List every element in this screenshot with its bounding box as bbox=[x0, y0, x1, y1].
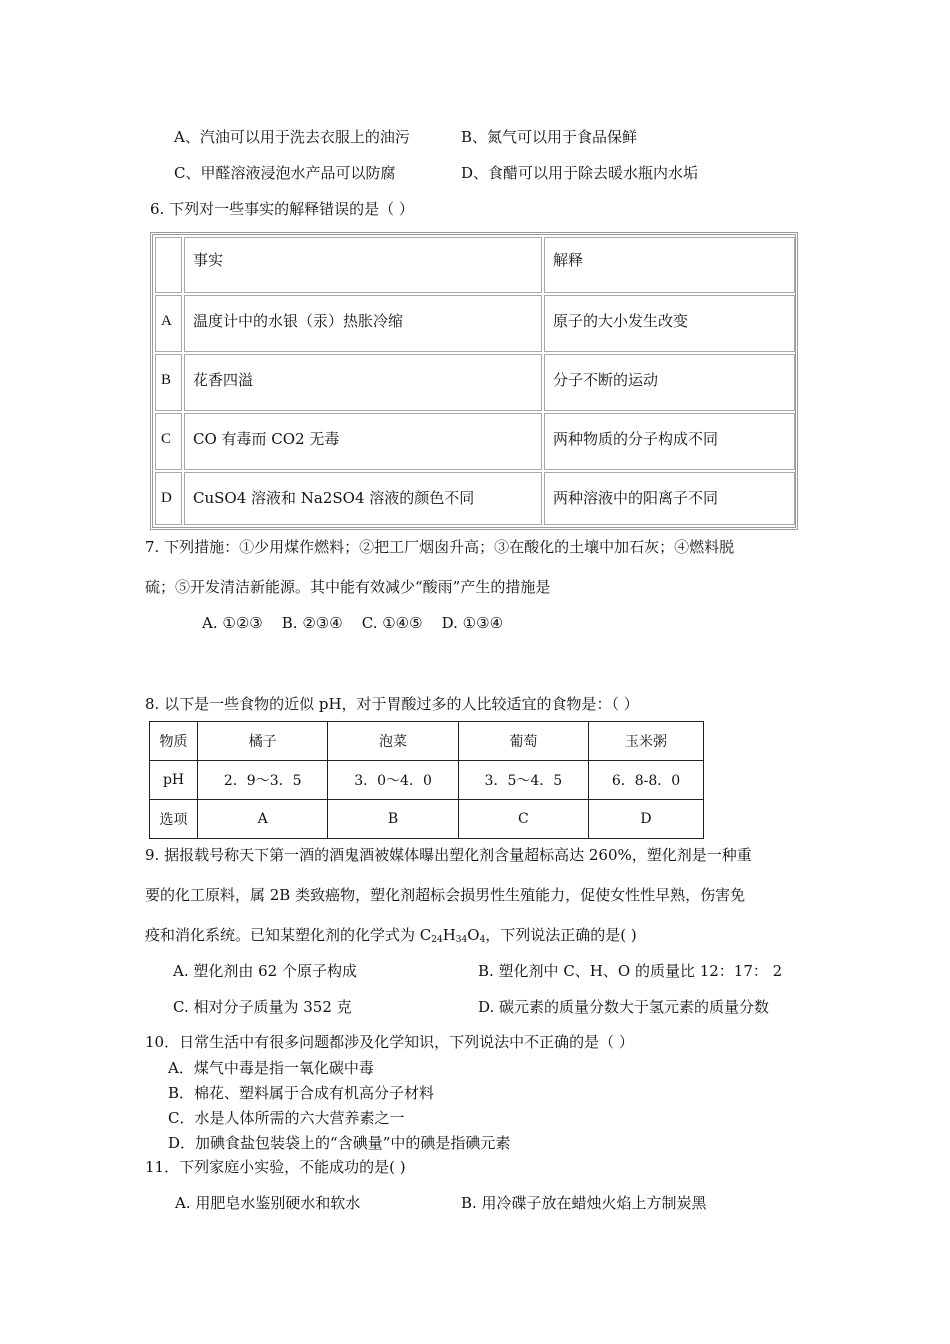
q5-option-b: B、氮气可以用于食品保鲜 bbox=[461, 128, 638, 146]
q9-option-a: A. 塑化剂由 62 个原子构成 bbox=[173, 962, 357, 980]
table-cell: 6．8-8．0 bbox=[589, 761, 704, 800]
table-row bbox=[150, 761, 704, 800]
q11-stem: 11．下列家庭小实验，不能成功的是( ) bbox=[145, 1158, 406, 1176]
table-cell: 泡菜 bbox=[328, 722, 458, 761]
table-cell: B bbox=[328, 800, 458, 839]
q6-header-explanation: 解释 bbox=[544, 237, 795, 293]
table-cell: 选项 bbox=[150, 800, 198, 839]
q11-option-a: A. 用肥皂水鉴别硬水和软水 bbox=[175, 1194, 361, 1212]
q5-option-a: A、汽油可以用于洗去衣服上的油污 bbox=[174, 128, 410, 146]
q11-option-b: B. 用冷碟子放在蜡烛火焰上方制炭黑 bbox=[461, 1194, 707, 1212]
formula-h: H bbox=[442, 926, 456, 944]
q9-line2: 要的化工原料，属 2B 类致癌物，塑化剂超标会损男性生殖能力，促使女性性早熟，伤害免 bbox=[145, 886, 746, 904]
q6-stem: 6. 下列对一些事实的解释错误的是（ ） bbox=[150, 200, 414, 218]
q8-ph-table bbox=[149, 721, 704, 839]
q6-row-a-explanation: 原子的大小发生改变 bbox=[544, 295, 795, 352]
q6-row-d-fact: CuSO4 溶液和 Na2SO4 溶液的颜色不同 bbox=[184, 472, 542, 525]
q6-header-label-cell bbox=[155, 237, 182, 293]
q5-option-c: C、甲醛溶液浸泡水产品可以防腐 bbox=[174, 164, 396, 182]
q7-line1: 7. 下列措施：①少用煤作燃料；②把工厂烟囱升高；③在酸化的土壤中加石灰；④燃料脱 bbox=[145, 538, 735, 556]
table-cell: 3．0～4．0 bbox=[328, 761, 458, 800]
q6-row-a-fact: 温度计中的水银（汞）热胀冷缩 bbox=[184, 295, 542, 352]
table-cell: 2．9～3．5 bbox=[198, 761, 328, 800]
table-cell: 物质 bbox=[150, 722, 198, 761]
q9-line3-pre: 疫和消化系统。已知某塑化剂的化学式为 C bbox=[145, 926, 432, 944]
table-cell: A bbox=[198, 800, 328, 839]
table-cell: 葡萄 bbox=[458, 722, 588, 761]
q6-row-c-fact: CO 有毒而 CO2 无毒 bbox=[184, 413, 542, 470]
table-cell: 玉米粥 bbox=[589, 722, 704, 761]
table-cell: 3．5～4．5 bbox=[458, 761, 588, 800]
q10-option-c: C．水是人体所需的六大营养素之一 bbox=[168, 1109, 405, 1127]
q6-header-fact: 事实 bbox=[184, 237, 542, 293]
q5-option-d: D、食醋可以用于除去暖水瓶内水垢 bbox=[461, 164, 699, 182]
q6-row-d-label: D bbox=[155, 472, 182, 525]
q6-row-b-explanation: 分子不断的运动 bbox=[544, 354, 795, 411]
q6-table bbox=[150, 232, 798, 530]
table-cell: C bbox=[458, 800, 588, 839]
q6-row-c-label: C bbox=[155, 413, 182, 470]
q9-option-d: D. 碳元素的质量分数大于氢元素的质量分数 bbox=[478, 998, 770, 1016]
q9-line1: 9. 据报载号称天下第一酒的酒鬼酒被媒体曝出塑化剂含量超标高达 260%，塑化剂是一种重 bbox=[145, 846, 752, 864]
formula-subscript-c: 24 bbox=[431, 935, 443, 945]
q6-row-a-label: A bbox=[155, 295, 182, 352]
table-row bbox=[150, 800, 704, 839]
q9-line3 bbox=[145, 925, 637, 950]
q7-line2: 硫；⑤开发清洁新能源。其中能有效减少“酸雨”产生的措施是 bbox=[145, 578, 551, 596]
q9-line3-post: ，下列说法正确的是( ) bbox=[485, 926, 637, 944]
q6-row-b-fact: 花香四溢 bbox=[184, 354, 542, 411]
q6-row-d-explanation: 两种溶液中的阳离子不同 bbox=[544, 472, 795, 525]
table-row bbox=[150, 722, 704, 761]
q7-options: A. ①②③ B. ②③④ C. ①④⑤ D. ①③④ bbox=[202, 614, 504, 632]
q10-stem: 10．日常生活中有很多问题都涉及化学知识，下列说法中不正确的是（ ） bbox=[145, 1033, 634, 1051]
table-cell: 橘子 bbox=[198, 722, 328, 761]
formula-subscript-o: 4 bbox=[479, 935, 486, 945]
q6-row-c-explanation: 两种物质的分子构成不同 bbox=[544, 413, 795, 470]
formula-subscript-h: 34 bbox=[455, 935, 468, 945]
table-cell: pH bbox=[150, 761, 198, 800]
q8-stem: 8. 以下是一些食物的近似 pH，对于胃酸过多的人比较适宜的食物是：（ ） bbox=[145, 695, 639, 713]
formula-o: O bbox=[467, 926, 480, 944]
q6-row-b-label: B bbox=[155, 354, 182, 411]
q9-option-b: B. 塑化剂中 C、H、O 的质量比 12：17： 2 bbox=[478, 962, 783, 980]
q10-option-a: A．煤气中毒是指一氧化碳中毒 bbox=[168, 1059, 374, 1077]
q10-option-b: B．棉花、塑料属于合成有机高分子材料 bbox=[168, 1084, 435, 1102]
q10-option-d: D．加碘食盐包装袋上的“含碘量”中的碘是指碘元素 bbox=[168, 1134, 511, 1152]
table-cell: D bbox=[589, 800, 704, 839]
q9-option-c: C. 相对分子质量为 352 克 bbox=[173, 998, 352, 1016]
